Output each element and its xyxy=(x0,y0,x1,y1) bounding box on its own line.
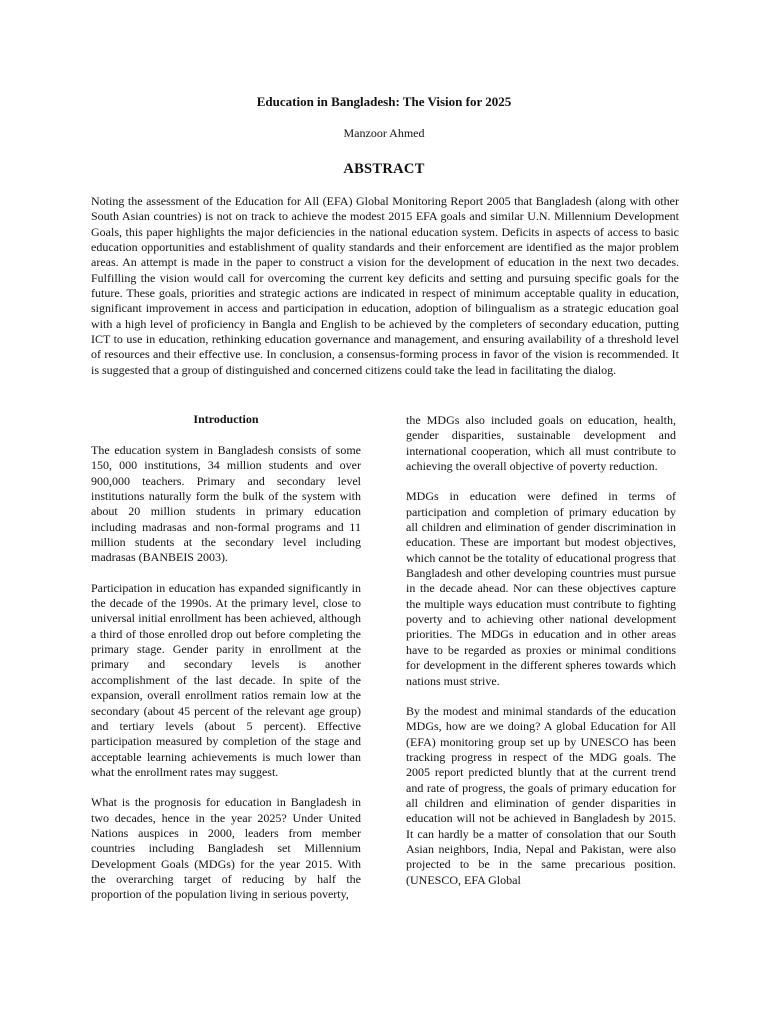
paragraph: The education system in Bangladesh consists of some 150, 000 institutions, 34 million students and over 900,000 teachers. Primary and secondary level institutions naturally form the bulk of the system with about 20 million students in primary education including madrasas and non-formal programs and 11 million students at the secondary level including madrasas (BANBEIS 2003). xyxy=(91,443,361,565)
paragraph: Participation in education has expanded significantly in the decade of the 1990s. At the primary level, close to universal initial enrollment has been achieved, although a third of those enrolled drop out before completing the primary stage. Gender parity in enrollment at the primary and secondary levels is another accomplishment of the last decade. In spite of the expansion, overall enrollment ratios remain low at the secondary (about 45 percent of the relevant age group) and tertiary levels (about 5 percent). Effective participation measured by completion of the stage and acceptable learning achievements is much lower than what the enrollment rates may suggest. xyxy=(91,580,361,779)
abstract-text: Noting the assessment of the Education for All (EFA) Global Monitoring Report 2005 that Bangladesh (along with other South Asian countries) is not on track to achieve the modest 2015 EFA goals and similar U.N. Millennium Development Goals, this paper highlights the major deficiencies in the national education system. Deficits in aspects of access to basic education opportunities and establishment of quality standards and their enforcement are identified as the major problem areas. An attempt is made in the paper to construct a vision for the development of education in the next two decades. Fulfilling the vision would call for overcoming the current key deficits and setting and pursuing specific goals for the future. These goals, priorities and strategic actions are indicated in respect of minimum acceptable quality in education, significant improvement in access and participation in education, adoption of bilingualism as a strategic education goal with a high level of proficiency in Bangla and English to be achieved by the completers of secondary education, putting ICT to use in education, rethinking education governance and management, and ensuring availability of a threshold level of resources and their effective use. In conclusion, a consensus-forming process in favor of the vision is recommended. It is suggested that a group of distinguished and concerned citizens could take the lead in facilitating the dialog. xyxy=(91,194,679,377)
paragraph: By the modest and minimal standards of the education MDGs, how are we doing? A global Education for All (EFA) monitoring group set up by UNESCO has been tracking progress in respect of the MDG goals. The 2005 report predicted bluntly that at the current trend and rate of progress, the goals of primary education for all children and elimination of gender disparities in education will not be achieved in Bangladesh by 2015. It can hardly be a matter of consolation that our South Asian neighbors, India, Nepal and Pakistan, were also projected to be in the same precarious position. (UNESCO, EFA Global xyxy=(406,703,676,887)
abstract-heading: ABSTRACT xyxy=(343,161,425,177)
paragraph: MDGs in education were defined in terms of participation and completion of primary education by all children and elimination of gender discrimination in education. These are important but modest objectives, which cannot be the totality of educational progress that Bangladesh and other developing countries must pursue in the decade ahead. Nor can these objectives capture the multiple ways education must contribute to fighting poverty and to achieving other national development priorities. The MDGs in education and in other areas have to be regarded as proxies or minimal conditions for development in the different spheres towards which nations must strive. xyxy=(406,489,676,688)
right-column xyxy=(406,413,676,903)
paragraph: What is the prognosis for education in Bangladesh in two decades, hence in the year 2025? Under United Nations auspices in 2000, leaders from member countries including Bangladesh set Millennium Development Goals (MDGs) for the year 2015. With the overarching target of reducing by half the proportion of the population living in serious poverty, xyxy=(91,795,361,902)
left-column xyxy=(91,412,361,918)
author-name: Manzoor Ahmed xyxy=(343,126,425,140)
paper-title: Education in Bangladesh: The Vision for 2025 xyxy=(256,94,512,109)
introduction-heading: Introduction xyxy=(193,412,259,426)
paragraph: the MDGs also included goals on education, health, gender disparities, sustainable development and international cooperation, which all must contribute to achieving the overall objective of poverty reduction. xyxy=(406,413,676,474)
